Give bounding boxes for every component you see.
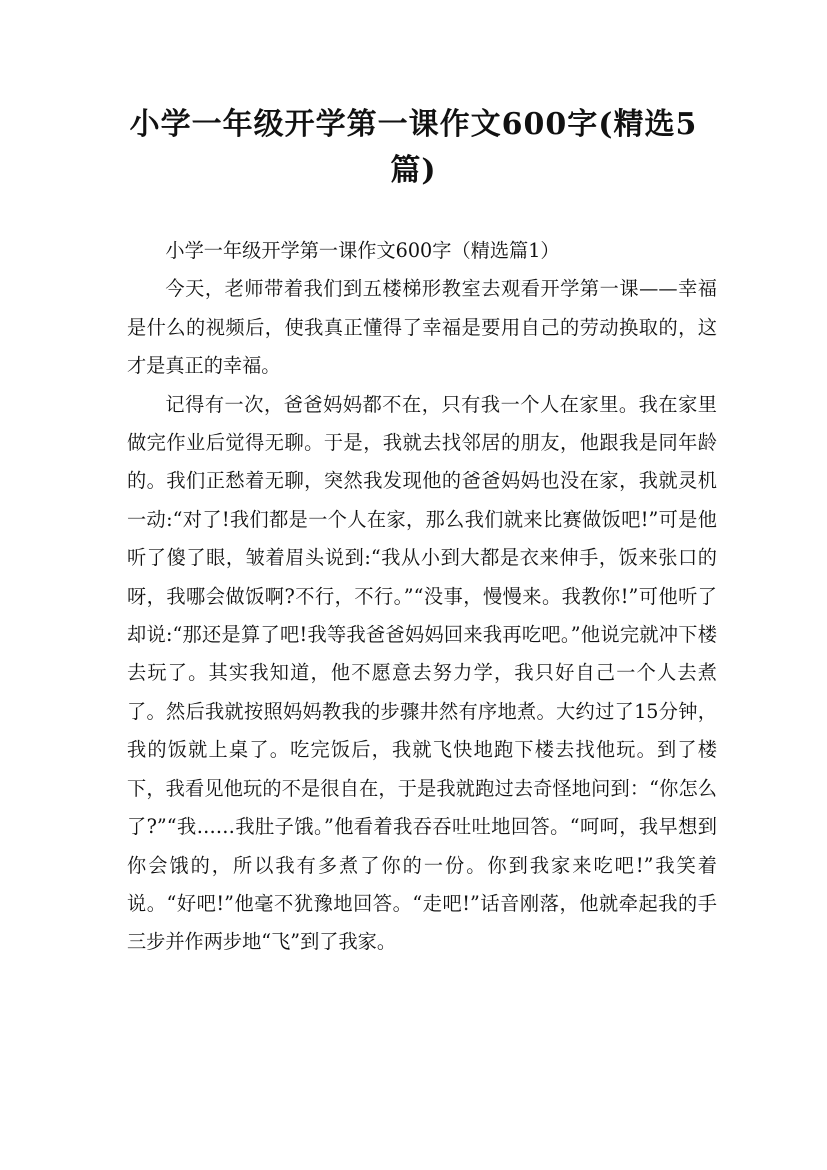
paragraph-1: 今天，老师带着我们到五楼梯形教室去观看开学第一课——幸福是什么的视频后，使我真正懂得了幸福是要用自己的劳动换取的，这才是真正的幸福。 [127,277,717,378]
paragraph-2: 记得有一次，爸爸妈妈都不在，只有我一个人在家里。我在家里做完作业后觉得无聊。于是，我就去找邻居的朋友，他跟我是同年龄的。我们正愁着无聊，突然我发现他的爸爸妈妈也没在家，我就灵机一动:“对了!我们都是一个人在家，那么我们就来比赛做饭吧!”可是他听了傻了眼，皱着眉头说到:“我从小到大都是衣来伸手，饭来张口的呀，我哪会做饭啊?不行，不行。”“没事，慢慢来。我教你!”可他听了却说:“那还是算了吧!我等我爸爸妈妈回来我再吃吧。”他说完就冲下楼去玩了。其实我知道，他不愿意去努力学，我只好自己一个人去煮了。然后我就按照妈妈教我的步骤井然有序地煮。大约过了15分钟，我的饭就上桌了。吃完饭后，我就飞快地跑下楼去找他玩。到了楼下，我看见他玩的不是很自在，于是我就跑过去奇怪地问到：“你怎么了?”“我……我肚子饿。”他看着我吞吞吐吐地回答。“呵呵，我早想到你会饿的，所以我有多煮了你的一份。你到我家来吃吧!”我笑着说。“好吧!”他毫不犹豫地回答。“走吧!”话音刚落，他就牵起我的手三步并作两步地“飞”到了我家。 [127,392,717,954]
document-body [127,232,717,962]
document-title-line-2: 篇) [390,153,437,188]
document-title-line-1: 小学一年级开学第一课作文600字(精选5 [129,107,698,142]
document-title [100,102,727,194]
section-heading: 小学一年级开学第一课作文600字（精选篇1） [165,239,560,262]
